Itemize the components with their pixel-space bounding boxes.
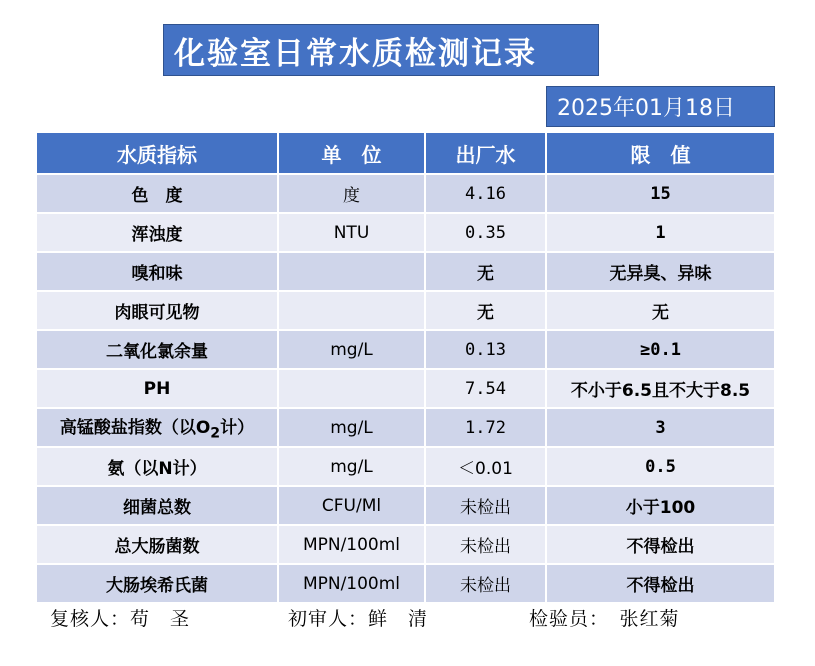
header-outlet-water: 出厂水 <box>425 133 546 174</box>
limit-cell: 无 <box>546 291 774 330</box>
table-row <box>37 564 774 602</box>
unit-cell <box>278 369 425 408</box>
value-cell: 0.13 <box>425 330 546 369</box>
unit-cell: CFU/Ml <box>278 486 425 525</box>
table-row <box>37 447 774 486</box>
value-cell: 未检出 <box>425 486 546 525</box>
value-cell: 无 <box>425 252 546 291</box>
limit-cell: 无异臭、异味 <box>546 252 774 291</box>
limit-cell: 不得检出 <box>546 525 774 564</box>
indicator-name-sub: 2 <box>210 425 221 442</box>
indicator-name: 大肠埃希氏菌 <box>37 564 278 602</box>
reviewer-signature: 复核人：苟 圣 <box>50 608 191 630</box>
table-row <box>37 174 774 213</box>
value-cell: 无 <box>425 291 546 330</box>
table-row <box>37 408 774 447</box>
indicator-name: 浑浊度 <box>37 213 278 252</box>
indicator-name: 二氧化氯余量 <box>37 330 278 369</box>
limit-cell: 小于100 <box>546 486 774 525</box>
indicator-name: 总大肠菌数 <box>37 525 278 564</box>
table-row <box>37 486 774 525</box>
table-row <box>37 213 774 252</box>
limit-cell: 3 <box>546 408 774 447</box>
unit-cell <box>278 291 425 330</box>
value-cell: ＜0.01 <box>425 447 546 486</box>
limit-cell: 1 <box>546 213 774 252</box>
table-row <box>37 252 774 291</box>
unit-cell <box>278 252 425 291</box>
value-cell: 1.72 <box>425 408 546 447</box>
water-quality-table <box>37 133 774 602</box>
unit-cell: mg/L <box>278 330 425 369</box>
limit-cell: 不得检出 <box>546 564 774 602</box>
indicator-name: 细菌总数 <box>37 486 278 525</box>
indicator-name <box>37 408 278 447</box>
unit-cell: mg/L <box>278 447 425 486</box>
indicator-name: 肉眼可见物 <box>37 291 278 330</box>
date-label: 2025年01月18日 <box>546 86 775 127</box>
value-cell: 未检出 <box>425 564 546 602</box>
table-row <box>37 291 774 330</box>
unit-cell: MPN/100ml <box>278 564 425 602</box>
indicator-name: 氨（以N计） <box>37 447 278 486</box>
table-header-row <box>37 133 774 174</box>
page-title: 化验室日常水质检测记录 <box>163 24 599 76</box>
header-unit: 单 位 <box>278 133 425 174</box>
preliminary-reviewer-signature: 初审人：鲜 清 <box>288 608 429 630</box>
header-indicator: 水质指标 <box>37 133 278 174</box>
indicator-name: PH <box>37 369 278 408</box>
indicator-name: 嗅和味 <box>37 252 278 291</box>
limit-cell: 15 <box>546 174 774 213</box>
value-cell: 4.16 <box>425 174 546 213</box>
unit-cell: NTU <box>278 213 425 252</box>
unit-cell: 度 <box>278 174 425 213</box>
table-row <box>37 525 774 564</box>
value-cell: 7.54 <box>425 369 546 408</box>
limit-cell: 0.5 <box>546 447 774 486</box>
unit-cell: MPN/100ml <box>278 525 425 564</box>
indicator-name-post: 计） <box>220 418 255 439</box>
unit-cell: mg/L <box>278 408 425 447</box>
indicator-name: 色 度 <box>37 174 278 213</box>
value-cell: 未检出 <box>425 525 546 564</box>
header-limit: 限 值 <box>546 133 774 174</box>
limit-cell: 不小于6.5且不大于8.5 <box>546 369 774 408</box>
inspector-signature: 检验员： 张红菊 <box>529 608 680 630</box>
table-row <box>37 369 774 408</box>
indicator-name-pre: 高锰酸盐指数（以O <box>59 418 211 439</box>
limit-cell: ≥0.1 <box>546 330 774 369</box>
table-row <box>37 330 774 369</box>
value-cell: 0.35 <box>425 213 546 252</box>
